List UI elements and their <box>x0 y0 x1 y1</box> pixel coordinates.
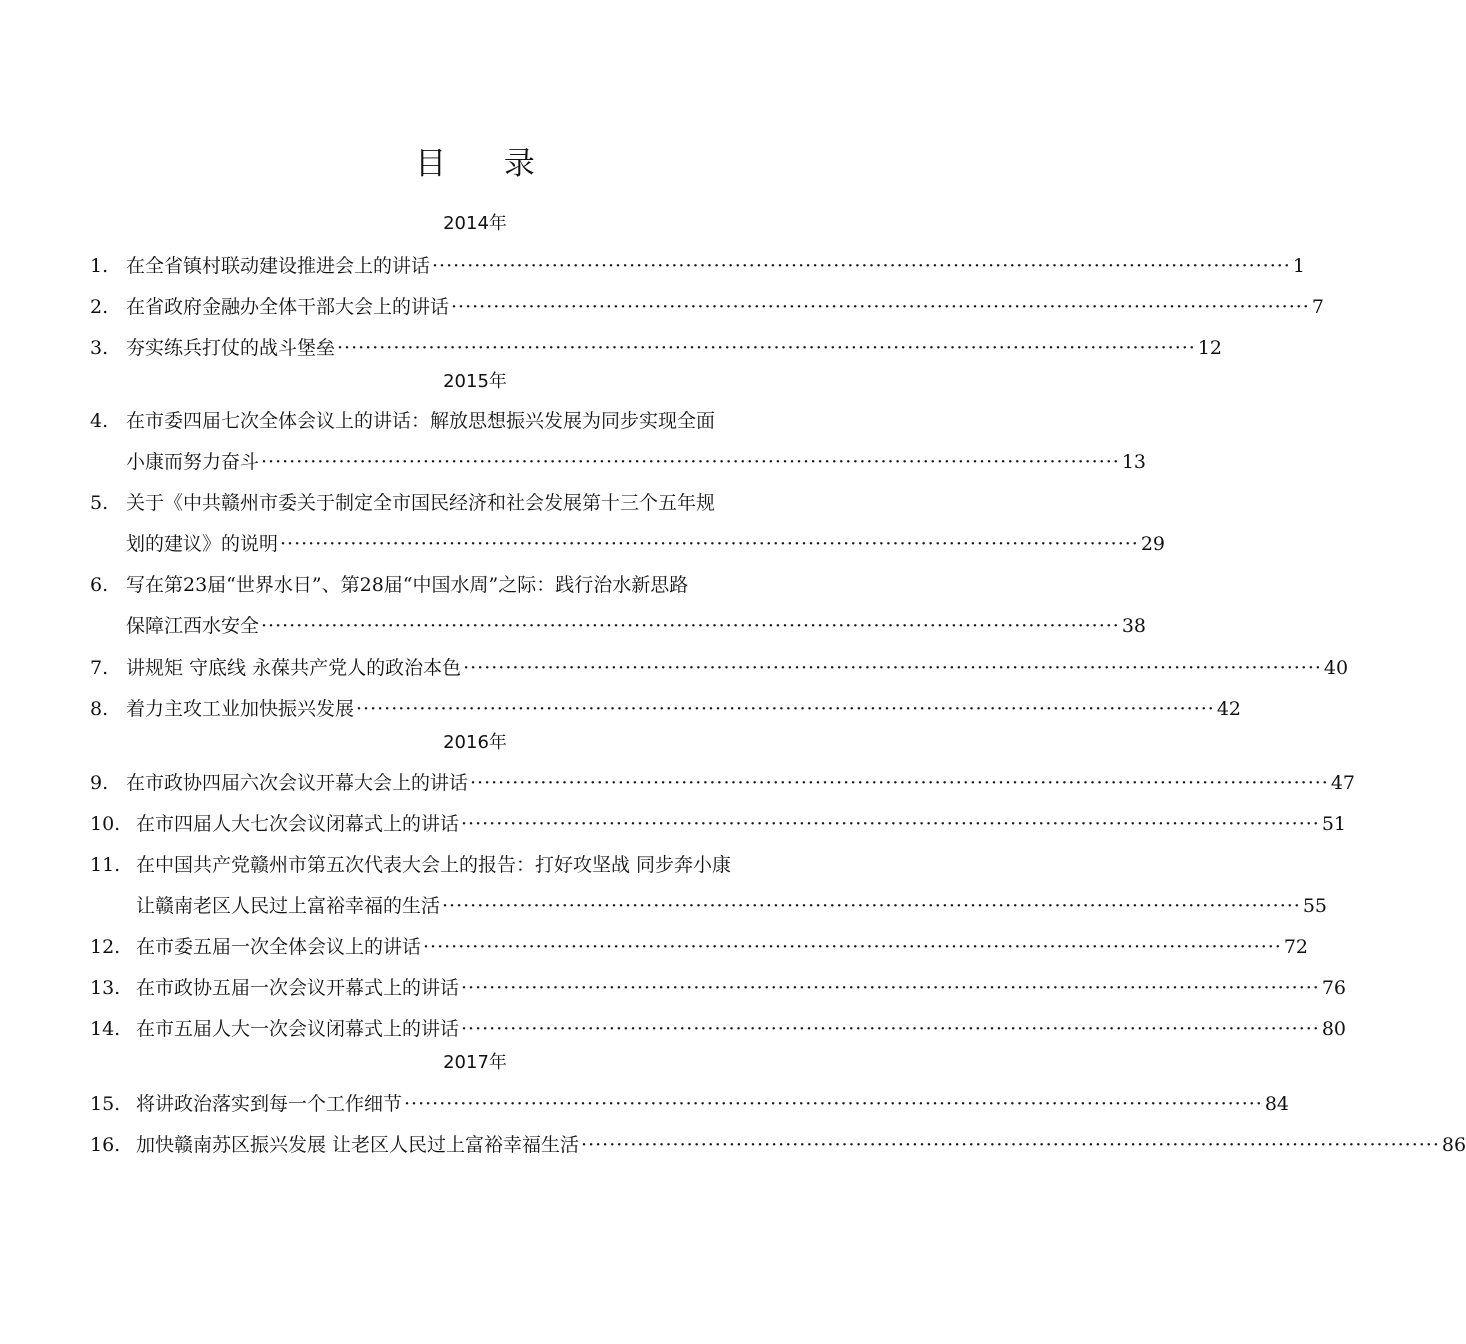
entry-number: 12. <box>90 936 121 958</box>
entry-title: 将讲政治落实到每一个工作细节 <box>136 1093 403 1115</box>
dot-leader: ·························································································································· <box>356 698 1215 720</box>
toc-entry-7[interactable] <box>90 654 1349 682</box>
toc-entry-1[interactable] <box>90 252 1305 280</box>
toc-entry-11[interactable] <box>90 851 860 879</box>
entry-title: 讲规矩 守底线 永葆共产党人的政治本色 <box>126 657 462 679</box>
entry-page: 40 <box>1323 657 1349 679</box>
entry-page: 12 <box>1197 337 1223 359</box>
entry-number: 7. <box>90 657 109 679</box>
entry-title: 在市委四届七次全体会议上的讲话：解放思想振兴发展为同步实现全面 <box>126 410 716 432</box>
toc-entry-5[interactable] <box>90 489 860 517</box>
entry-page: 55 <box>1302 895 1328 917</box>
entry-page: 76 <box>1321 977 1347 999</box>
entry-page: 7 <box>1311 296 1324 318</box>
entry-title: 夯实练兵打仗的战斗堡垒 <box>126 337 336 359</box>
entry-number: 3. <box>90 337 109 359</box>
entry-title: 加快赣南苏区振兴发展 让老区人民过上富裕幸福生活 <box>136 1134 580 1156</box>
toc-entry-14[interactable] <box>90 1015 1347 1043</box>
entry-title: 在市政协五届一次会议开幕式上的讲话 <box>136 977 460 999</box>
entry-title-cont: 小康而努力奋斗 <box>126 451 260 473</box>
entry-page: 38 <box>1121 615 1147 637</box>
entry-page: 51 <box>1321 813 1347 835</box>
dot-leader: ·························································································································· <box>404 1093 1263 1115</box>
dot-leader: ·························································································································· <box>261 451 1120 473</box>
entry-title: 关于《中共赣州市委关于制定全市国民经济和社会发展第十三个五年规 <box>126 492 716 514</box>
dot-leader: ·························································································································· <box>261 615 1120 637</box>
entry-page: 80 <box>1321 1018 1347 1040</box>
toc-entry-16[interactable] <box>90 1131 1466 1159</box>
toc-entry-3[interactable] <box>90 334 1223 362</box>
dot-leader: ·························································································································· <box>461 1018 1320 1040</box>
entry-title: 在全省镇村联动建设推进会上的讲话 <box>126 255 431 277</box>
dot-leader: ·························································································································· <box>470 772 1329 794</box>
toc-entry-4[interactable] <box>90 407 860 435</box>
toc-entry-9[interactable] <box>90 769 1356 797</box>
entry-number: 1. <box>90 255 109 277</box>
entry-number: 15. <box>90 1093 121 1115</box>
entry-title: 在中国共产党赣州市第五次代表大会上的报告：打好攻坚战 同步奔小康 <box>136 854 732 876</box>
entry-number: 9. <box>90 772 109 794</box>
dot-leader: ·························································································································· <box>337 337 1196 359</box>
toc-entry-8[interactable] <box>90 695 1242 723</box>
toc-entry-5-cont[interactable] <box>90 530 1166 558</box>
toc-entry-10[interactable] <box>90 810 1347 838</box>
dot-leader: ·························································································································· <box>432 255 1291 277</box>
entry-page: 1 <box>1292 255 1305 277</box>
toc-entry-6-cont[interactable] <box>90 612 1147 640</box>
entry-title-cont: 保障江西水安全 <box>126 615 260 637</box>
year-heading-2017: 2017年 <box>443 1052 507 1073</box>
entry-number: 11. <box>90 854 121 876</box>
dot-leader: ·························································································································· <box>423 936 1282 958</box>
entry-number: 4. <box>90 410 109 432</box>
toc-entry-6[interactable] <box>90 571 860 599</box>
entry-number: 14. <box>90 1018 121 1040</box>
page-title: 目 录 <box>415 146 559 182</box>
year-heading-2014: 2014年 <box>443 213 507 234</box>
toc-entry-13[interactable] <box>90 974 1347 1002</box>
year-heading-2016: 2016年 <box>443 732 507 753</box>
dot-leader: ·························································································································· <box>461 977 1320 999</box>
entry-title: 着力主攻工业加快振兴发展 <box>126 698 355 720</box>
entry-title-cont: 划的建议》的说明 <box>126 533 279 555</box>
entry-page: 86 <box>1441 1134 1466 1156</box>
entry-title: 在市政协四届六次会议开幕大会上的讲话 <box>126 772 469 794</box>
entry-number: 6. <box>90 574 109 596</box>
toc-entry-4-cont[interactable] <box>90 448 1147 476</box>
toc-entry-11-cont[interactable] <box>90 892 1328 920</box>
dot-leader: ·························································································································· <box>461 813 1320 835</box>
entry-number: 5. <box>90 492 109 514</box>
entry-number: 16. <box>90 1134 121 1156</box>
entry-page: 42 <box>1216 698 1242 720</box>
dot-leader: ·························································································································· <box>442 895 1301 917</box>
dot-leader: ·························································································································· <box>463 657 1322 679</box>
entry-page: 84 <box>1264 1093 1290 1115</box>
toc-entry-15[interactable] <box>90 1090 1290 1118</box>
toc-entry-12[interactable] <box>90 933 1309 961</box>
dot-leader: ·························································································································· <box>280 533 1139 555</box>
entry-title: 在省政府金融办全体干部大会上的讲话 <box>126 296 450 318</box>
entry-number: 8. <box>90 698 109 720</box>
entry-number: 10. <box>90 813 121 835</box>
entry-page: 13 <box>1121 451 1147 473</box>
entry-title: 在市四届人大七次会议闭幕式上的讲话 <box>136 813 460 835</box>
entry-number: 2. <box>90 296 109 318</box>
entry-title-cont: 让赣南老区人民过上富裕幸福的生活 <box>136 895 441 917</box>
entry-title: 在市五届人大一次会议闭幕式上的讲话 <box>136 1018 460 1040</box>
entry-title: 在市委五届一次全体会议上的讲话 <box>136 936 422 958</box>
dot-leader: ·························································································································· <box>451 296 1310 318</box>
dot-leader: ·························································································································· <box>581 1134 1440 1156</box>
entry-number: 13. <box>90 977 121 999</box>
toc-entry-2[interactable] <box>90 293 1324 321</box>
year-heading-2015: 2015年 <box>443 371 507 392</box>
entry-page: 47 <box>1330 772 1356 794</box>
entry-title: 写在第23届“世界水日”、第28届“中国水周”之际：践行治水新思路 <box>126 574 689 596</box>
entry-page: 72 <box>1283 936 1309 958</box>
entry-page: 29 <box>1140 533 1166 555</box>
